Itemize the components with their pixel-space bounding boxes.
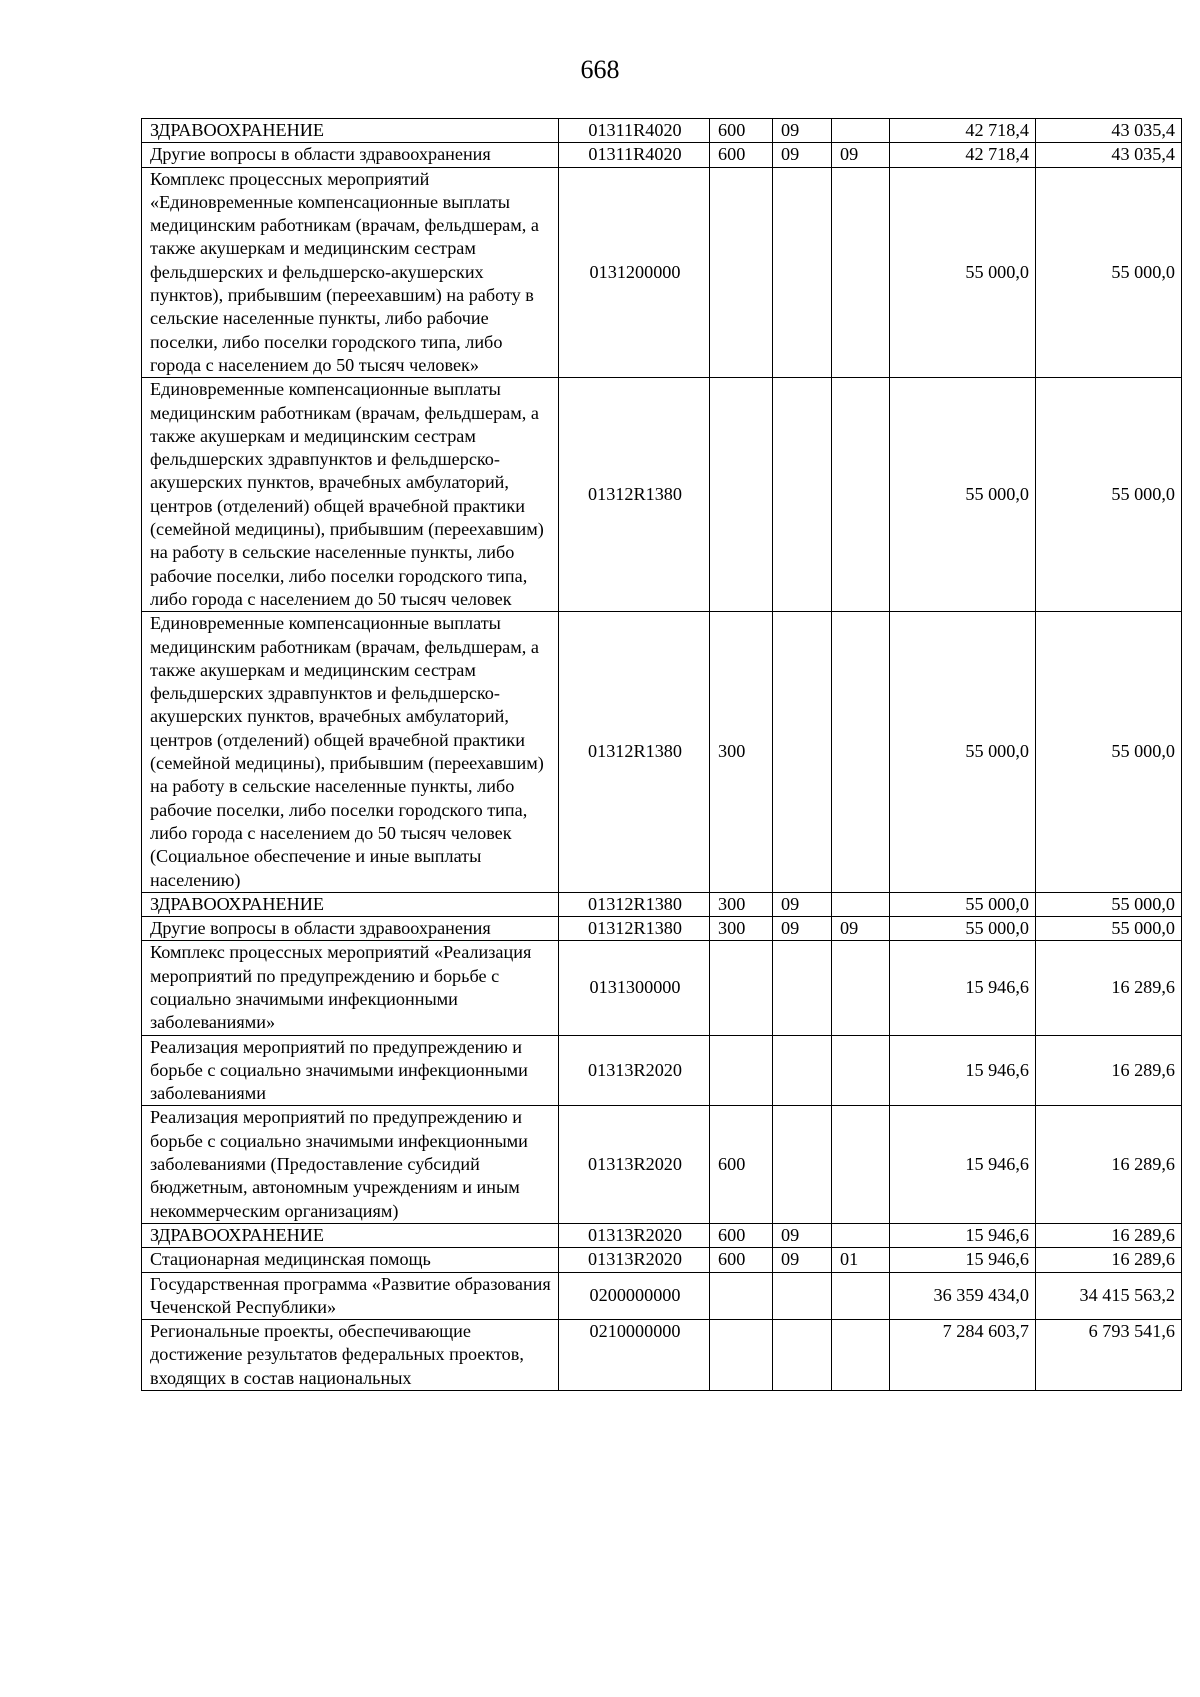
row-code-cell: 01313R2020 [559,1106,710,1223]
row-vr-cell: 600 [710,143,773,167]
table-row [142,167,1182,378]
row-name-cell: Единовременные компенсационные выплаты медицинским работникам (врачам, фельдшерам, а также акушеркам и медицинским сестрам фельдшерских здравпунктов и фельдшерско-акушерских пунктов, врачебных амбулаторий, центров (отделений) общей врачебной практики (семейной медицины), прибывшим (переехавшим) на работу в сельские населенные пункты, либо рабочие поселки, либо поселки городского типа, либо города с населением до 50 тысяч человек (Социальное обеспечение и иные выплаты населению) [142,612,559,893]
row-pr-cell [832,1035,890,1106]
row-sum1-cell: 55 000,0 [890,167,1036,378]
row-sum1-cell: 42 718,4 [890,119,1036,143]
row-vr-cell [710,941,773,1035]
row-vr-cell: 300 [710,892,773,916]
row-name-cell: Другие вопросы в области здравоохранения [142,917,559,941]
row-name-cell: Другие вопросы в области здравоохранения [142,143,559,167]
table-row [142,1106,1182,1223]
row-sum2-cell: 55 000,0 [1036,167,1182,378]
row-vr-cell [710,1320,773,1391]
row-sum2-cell: 55 000,0 [1036,917,1182,941]
row-rz-cell: 09 [773,892,832,916]
row-pr-cell: 09 [832,917,890,941]
table-row [142,143,1182,167]
row-sum2-cell: 34 415 563,2 [1036,1272,1182,1320]
row-sum1-cell: 55 000,0 [890,378,1036,612]
row-name-cell: Единовременные компенсационные выплаты медицинским работникам (врачам, фельдшерам, а также акушеркам и медицинским сестрам фельдшерских здравпунктов и фельдшерско-акушерских пунктов, врачебных амбулаторий, центров (отделений) общей врачебной практики (семейной медицины), прибывшим (переехавшим) на работу в сельские населенные пункты, либо рабочие поселки, либо поселки городского типа, либо города с населением до 50 тысяч человек [142,378,559,612]
row-code-cell: 01312R1380 [559,917,710,941]
row-name-cell: Комплекс процессных мероприятий «Единовременные компенсационные выплаты медицинским работникам (врачам, фельдшерам, а также акушеркам и медицинским сестрам фельдшерских и фельдшерско-акушерских пунктов), прибывшим (переехавшим) на работу в сельские населенные пункты, либо рабочие поселки, либо поселки городского типа, либо города с населением до 50 тысяч человек» [142,167,559,378]
row-code-cell: 01311R4020 [559,119,710,143]
row-vr-cell: 300 [710,612,773,893]
row-pr-cell [832,1272,890,1320]
row-rz-cell: 09 [773,119,832,143]
row-code-cell: 01312R1380 [559,378,710,612]
page-number: 668 [580,55,620,84]
row-name-cell: ЗДРАВООХРАНЕНИЕ [142,119,559,143]
row-pr-cell [832,612,890,893]
row-rz-cell [773,167,832,378]
row-rz-cell: 09 [773,917,832,941]
row-sum2-cell: 16 289,6 [1036,941,1182,1035]
row-sum2-cell: 16 289,6 [1036,1248,1182,1272]
budget-table [141,118,1182,1391]
row-name-cell: Стационарная медицинская помощь [142,1248,559,1272]
row-rz-cell: 09 [773,1248,832,1272]
row-sum1-cell: 15 946,6 [890,1248,1036,1272]
row-sum1-cell: 55 000,0 [890,917,1036,941]
row-name-cell: Государственная программа «Развитие образования Чеченской Республики» [142,1272,559,1320]
row-sum1-cell: 55 000,0 [890,612,1036,893]
row-rz-cell [773,1106,832,1223]
table-row [142,378,1182,612]
row-rz-cell [773,612,832,893]
row-code-cell: 01311R4020 [559,143,710,167]
row-code-cell: 0131200000 [559,167,710,378]
table-row [142,119,1182,143]
table-row [142,1272,1182,1320]
row-code-cell: 0131300000 [559,941,710,1035]
row-rz-cell: 09 [773,1223,832,1247]
row-vr-cell: 600 [710,1223,773,1247]
table-body [142,119,1182,1391]
row-pr-cell [832,1223,890,1247]
row-pr-cell [832,1320,890,1391]
row-code-cell: 0210000000 [559,1320,710,1391]
row-name-cell: ЗДРАВООХРАНЕНИЕ [142,892,559,916]
row-vr-cell: 300 [710,917,773,941]
row-vr-cell [710,167,773,378]
row-sum1-cell: 15 946,6 [890,1106,1036,1223]
row-sum2-cell: 16 289,6 [1036,1035,1182,1106]
row-rz-cell [773,1320,832,1391]
row-sum1-cell: 15 946,6 [890,941,1036,1035]
row-sum2-cell: 55 000,0 [1036,378,1182,612]
table-row [142,1248,1182,1272]
row-vr-cell: 600 [710,1106,773,1223]
row-pr-cell [832,119,890,143]
row-pr-cell [832,1106,890,1223]
row-sum2-cell: 43 035,4 [1036,119,1182,143]
row-code-cell: 01313R2020 [559,1035,710,1106]
row-pr-cell [832,167,890,378]
table-row [142,612,1182,893]
row-vr-cell: 600 [710,1248,773,1272]
row-sum1-cell: 36 359 434,0 [890,1272,1036,1320]
row-vr-cell [710,378,773,612]
table-row [142,1223,1182,1247]
row-code-cell: 01312R1380 [559,612,710,893]
row-rz-cell [773,378,832,612]
row-sum1-cell: 15 946,6 [890,1035,1036,1106]
row-code-cell: 01313R2020 [559,1248,710,1272]
row-pr-cell [832,941,890,1035]
row-sum1-cell: 55 000,0 [890,892,1036,916]
row-vr-cell [710,1272,773,1320]
table-row [142,892,1182,916]
row-vr-cell [710,1035,773,1106]
row-code-cell: 01313R2020 [559,1223,710,1247]
row-pr-cell [832,378,890,612]
row-pr-cell: 09 [832,143,890,167]
row-name-cell: Реализация мероприятий по предупреждению и борьбе с социально значимыми инфекционными заболеваниями [142,1035,559,1106]
row-sum2-cell: 6 793 541,6 [1036,1320,1182,1391]
row-code-cell: 01312R1380 [559,892,710,916]
row-rz-cell [773,941,832,1035]
row-vr-cell: 600 [710,119,773,143]
row-sum1-cell: 42 718,4 [890,143,1036,167]
table-row [142,941,1182,1035]
row-sum1-cell: 15 946,6 [890,1223,1036,1247]
row-name-cell: Региональные проекты, обеспечивающие достижение результатов федеральных проектов, входящих в состав национальных [142,1320,559,1391]
table-row [142,1035,1182,1106]
row-sum2-cell: 55 000,0 [1036,892,1182,916]
row-sum2-cell: 55 000,0 [1036,612,1182,893]
row-pr-cell [832,892,890,916]
row-name-cell: Комплекс процессных мероприятий «Реализация мероприятий по предупреждению и борьбе с социально значимыми инфекционными заболеваниями» [142,941,559,1035]
row-sum2-cell: 16 289,6 [1036,1223,1182,1247]
table-row [142,917,1182,941]
row-name-cell: ЗДРАВООХРАНЕНИЕ [142,1223,559,1247]
row-rz-cell: 09 [773,143,832,167]
row-sum2-cell: 16 289,6 [1036,1106,1182,1223]
row-sum1-cell: 7 284 603,7 [890,1320,1036,1391]
row-sum2-cell: 43 035,4 [1036,143,1182,167]
row-name-cell: Реализация мероприятий по предупреждению и борьбе с социально значимыми инфекционными заболеваниями (Предоставление субсидий бюджетным, автономным учреждениям и иным некоммерческим организациям) [142,1106,559,1223]
row-rz-cell [773,1035,832,1106]
row-code-cell: 0200000000 [559,1272,710,1320]
row-pr-cell: 01 [832,1248,890,1272]
row-rz-cell [773,1272,832,1320]
table-row [142,1320,1182,1391]
